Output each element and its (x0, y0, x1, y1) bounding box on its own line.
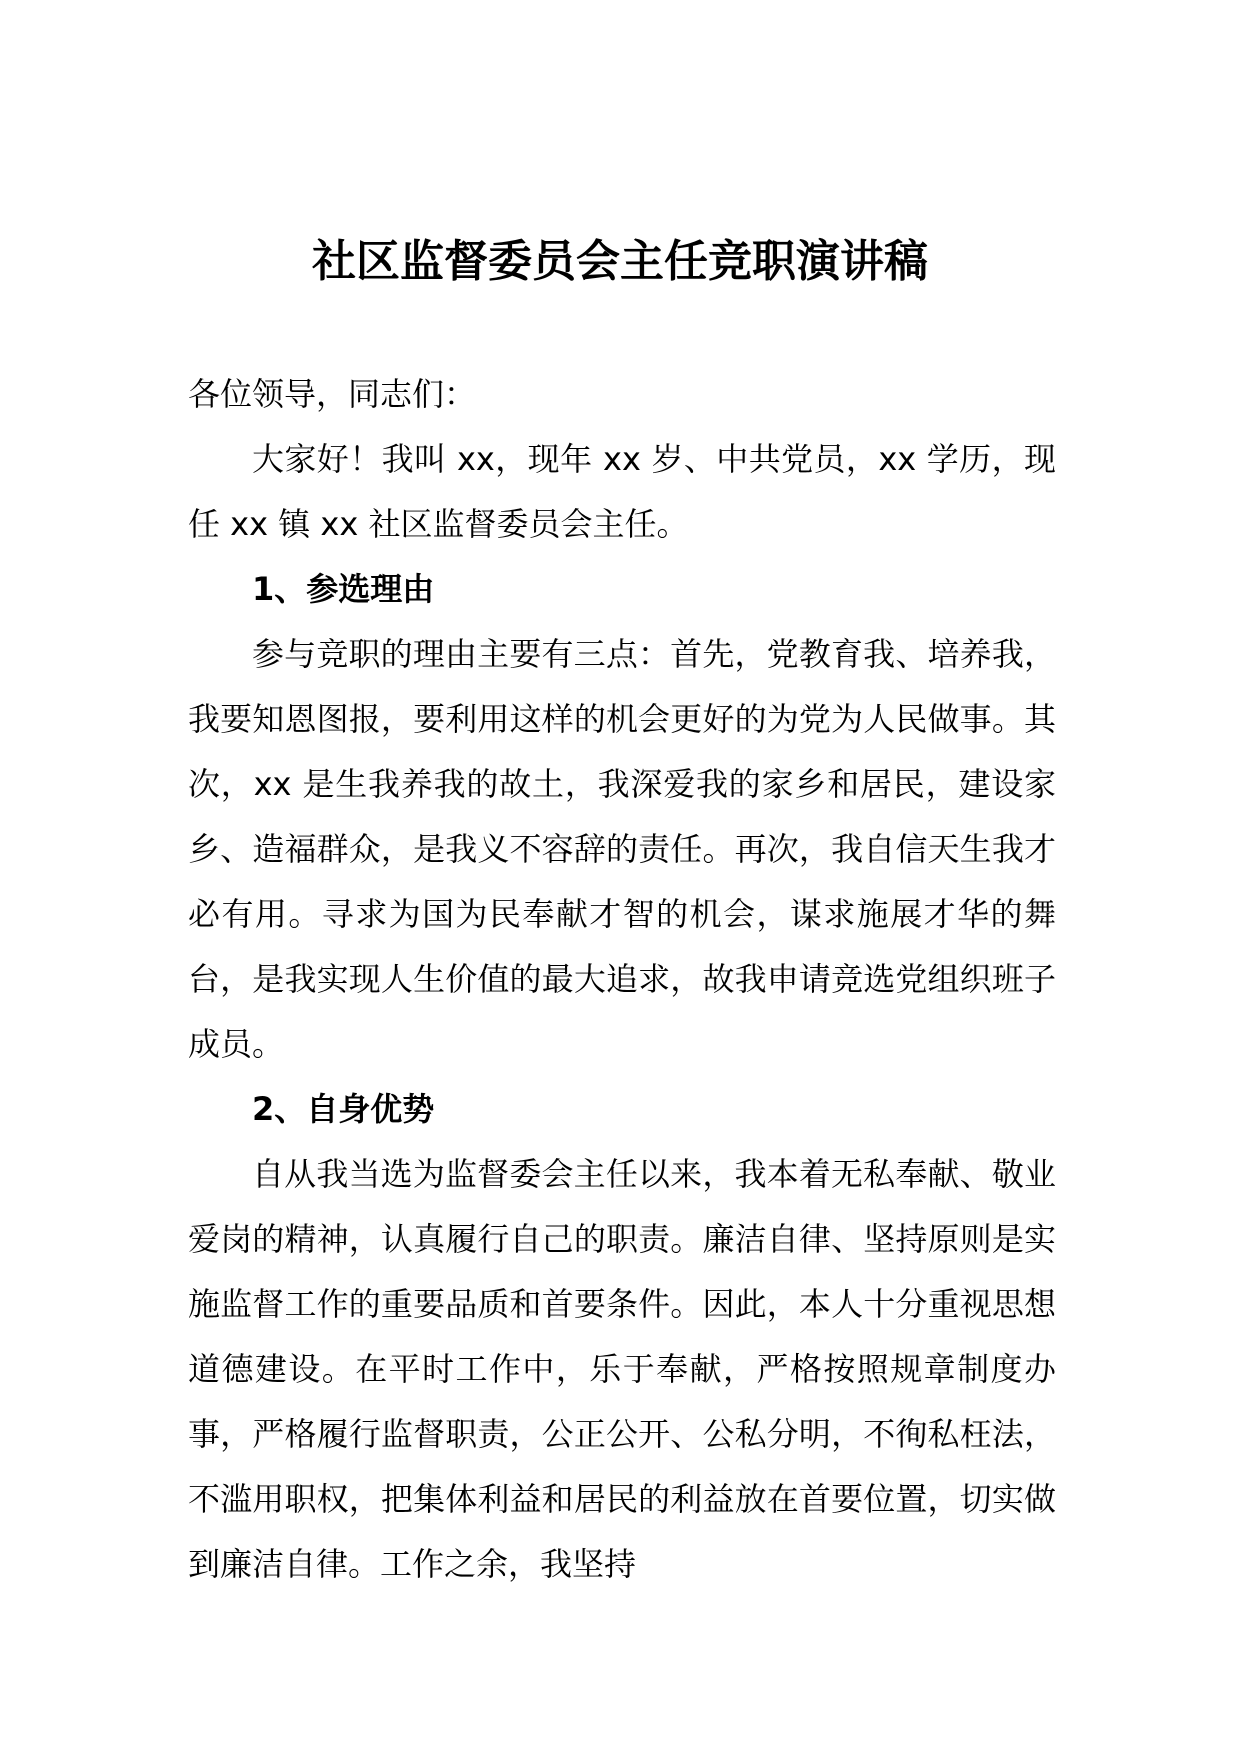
intro-paragraph: 大家好！我叫 xx，现年 xx 岁、中共党员，xx 学历，现任 xx 镇 xx 社区监督委员会主任。 (188, 440, 1056, 543)
document-title: 社区监督委员会主任竞职演讲稿 (312, 236, 928, 287)
section-heading-advantages: 2、自身优势 (252, 1090, 435, 1128)
section-heading-reasons: 1、参选理由 (252, 570, 435, 608)
document-body (188, 362, 1056, 1597)
salutation: 各位领导，同志们： (188, 375, 477, 413)
advantages-paragraph: 自从我当选为监督委会主任以来，我本着无私奉献、敬业爱岗的精神，认真履行自己的职责。廉洁自律、坚持原则是实施监督工作的重要品质和首要条件。因此，本人十分重视思想道德建设。在平时工作中，乐于奉献，严格按照规章制度办事，严格履行监督职责，公正公开、公私分明，不徇私枉法，不滥用职权，把集体利益和居民的利益放在首要位置，切实做到廉洁自律。工作之余，我坚持 (188, 1155, 1056, 1583)
reasons-paragraph: 参与竞职的理由主要有三点：首先，党教育我、培养我，我要知恩图报，要利用这样的机会更好的为党为人民做事。其次，xx 是生我养我的故土，我深爱我的家乡和居民，建设家乡、造福群众，是我义不容辞的责任。再次，我自信天生我才必有用。寻求为国为民奉献才智的机会，谋求施展才华的舞台，是我实现人生价值的最大追求，故我申请竞选党组织班子成员。 (188, 635, 1056, 1063)
